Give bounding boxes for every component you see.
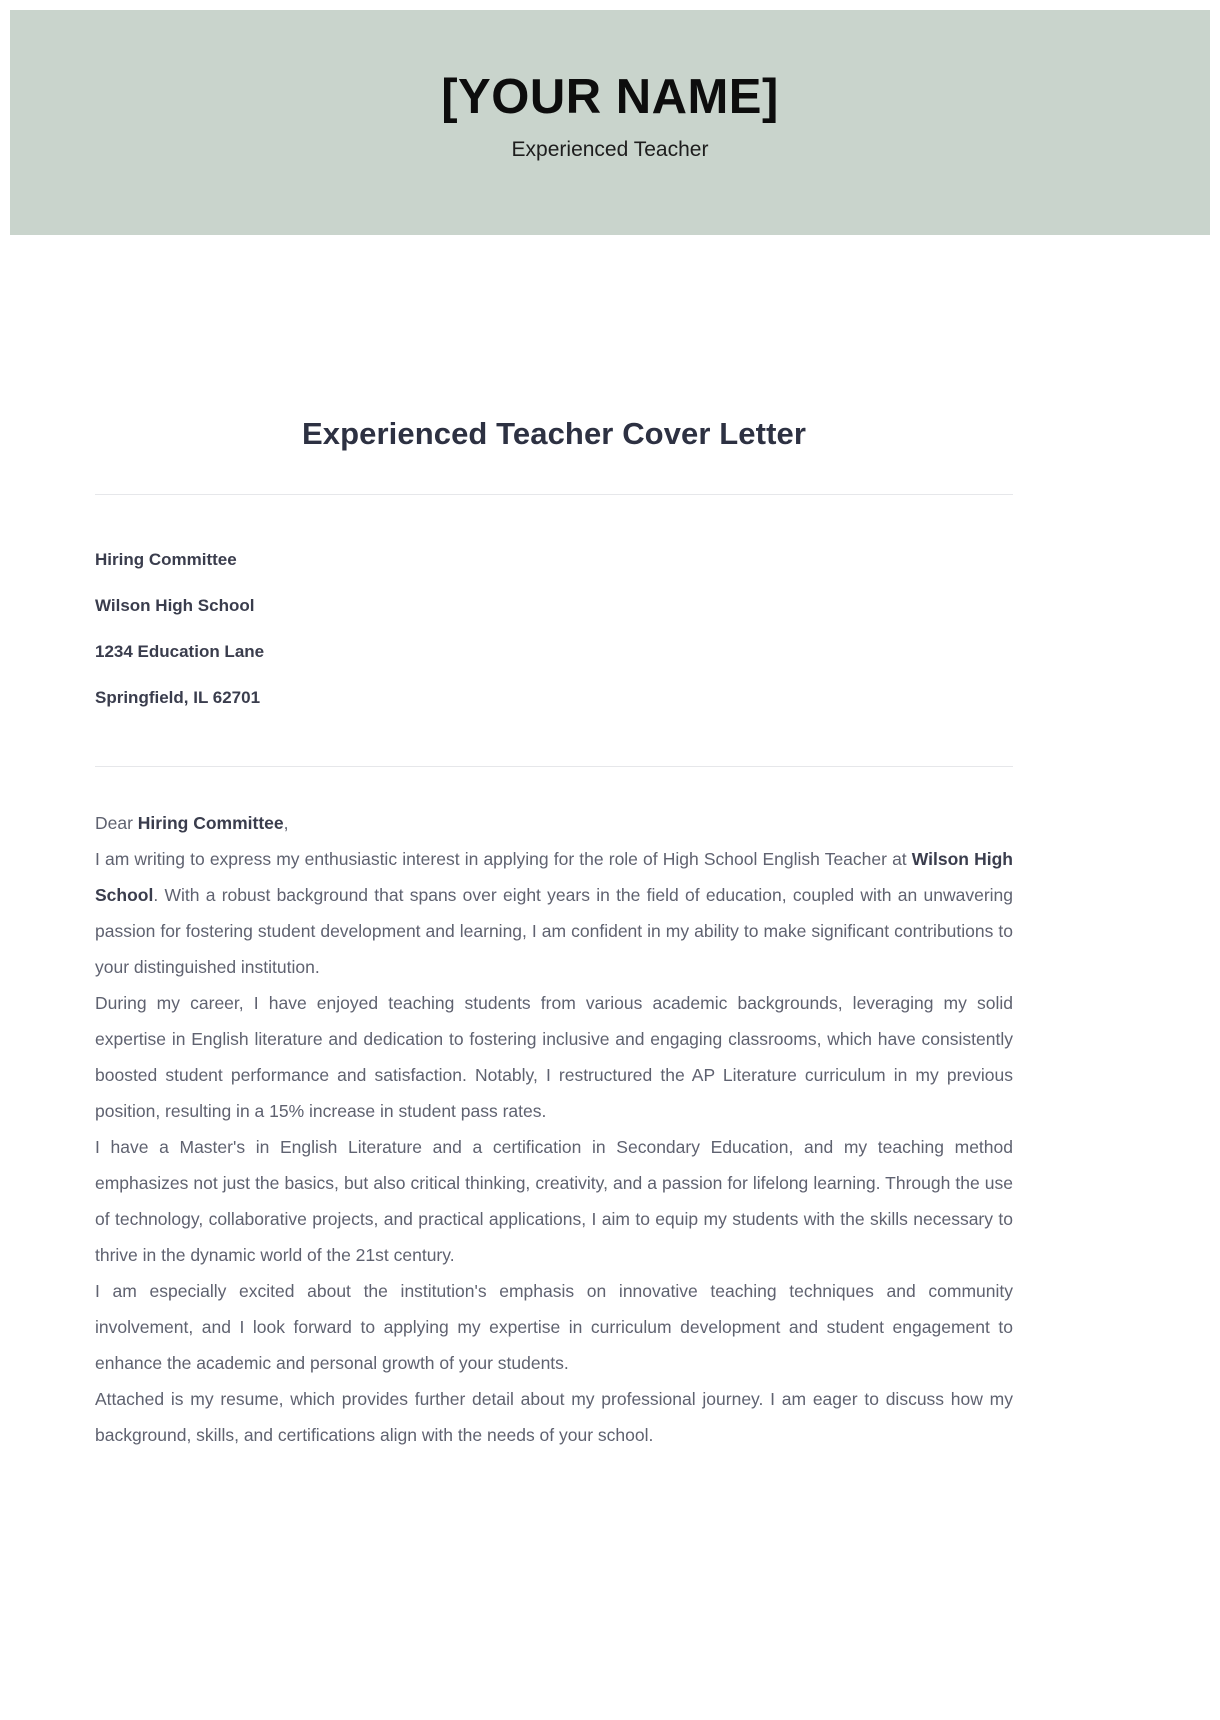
address-line: 1234 Education Lane	[95, 642, 265, 662]
page-title: Experienced Teacher Cover Letter	[302, 416, 806, 451]
letter-paragraph-2: During my career, I have enjoyed teaching students from various academic backgrounds, leveraging my solid expertise in English literature and dedication to fostering inclusive and engaging classrooms, which have consistently boosted student performance and satisfaction. Notably, I restructured the AP Literature curriculum in my previous position, resulting in a 15% increase in student pass rates.	[95, 993, 1013, 1122]
salutation-line	[95, 805, 1013, 841]
paragraph-1-text-b: . With a robust background that spans over eight years in the field of education, coupled with an unwavering passion for fostering student development and learning, I am confident in my ability to make significant contributions to your distinguished institution.	[95, 885, 1013, 978]
letter-content	[95, 805, 1013, 1453]
salutation-prefix: Dear	[95, 813, 138, 834]
salutation-recipient: Hiring Committee	[137, 813, 284, 834]
letter-paragraph-3: I have a Master's in English Literature and a certification in Secondary Education, and my teaching method emphasizes not just the basics, but also critical thinking, creativity, and a passion for lifelong learning. Through the use of technology, collaborative projects, and practical applications, I aim to equip my students with the skills necessary to thrive in the dynamic world of the 21st century.	[95, 1137, 1013, 1266]
letter-paragraph-1	[95, 841, 1013, 985]
letter-paragraph-5: Attached is my resume, which provides further detail about my professional journey. I am eager to discuss how my background, skills, and certifications align with the needs of your school.	[95, 1389, 1013, 1446]
divider-top	[95, 494, 1013, 495]
paragraph-1-school-name: Wilson High School	[95, 849, 1013, 906]
address-line: Wilson High School	[95, 596, 255, 616]
document-body	[95, 235, 1013, 1453]
address-line: Hiring Committee	[95, 550, 237, 570]
divider-bottom	[95, 766, 1013, 767]
paragraph-1-text-a: I am writing to express my enthusiastic interest in applying for the role of High School English Teacher at	[95, 849, 912, 870]
recipient-address-block	[95, 537, 1013, 721]
letterhead-banner	[10, 10, 1210, 235]
salutation-suffix: ,	[283, 813, 289, 834]
applicant-role: Experienced Teacher	[511, 138, 709, 162]
applicant-name: [YOUR NAME]	[441, 70, 779, 124]
letter-paragraph-4: I am especially excited about the institution's emphasis on innovative teaching techniques and community involvement, and I look forward to applying my expertise in curriculum development and student engagement to enhance the academic and personal growth of your students.	[95, 1281, 1013, 1374]
address-line: Springfield, IL 62701	[95, 688, 261, 708]
